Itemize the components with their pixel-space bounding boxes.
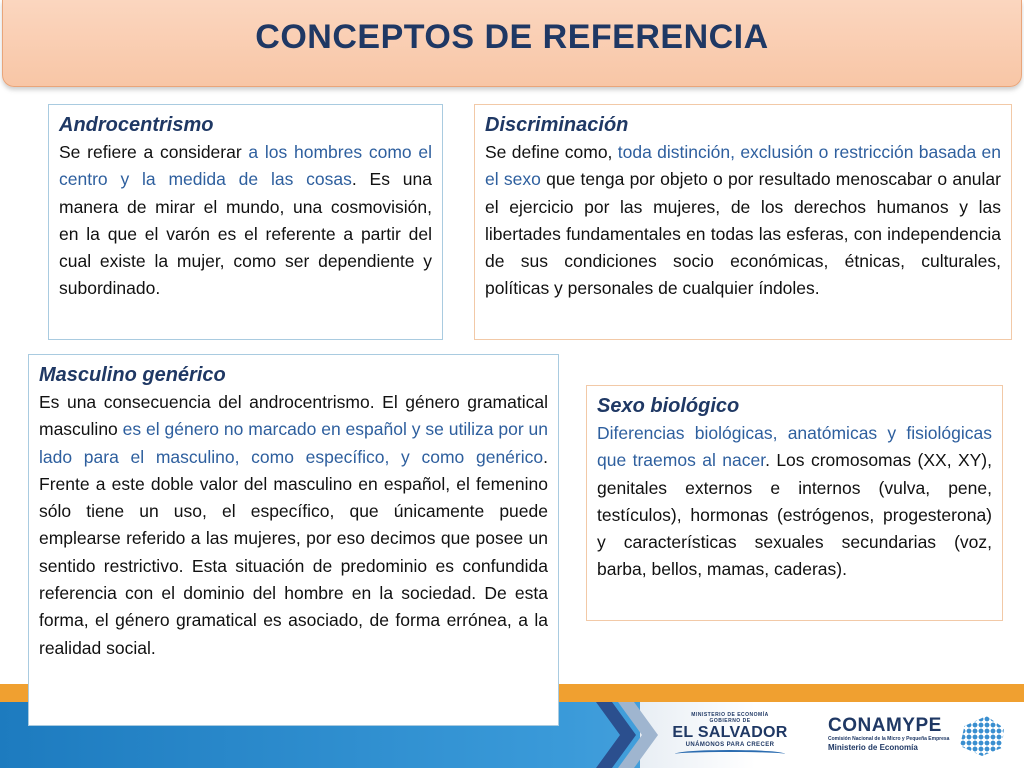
card-discriminacion	[474, 104, 1012, 340]
card-body	[485, 139, 1001, 303]
gobierno-el-salvador-logo	[670, 712, 790, 762]
body-highlight: a los hombres como el centro y la medida de las cosas	[59, 142, 432, 190]
body-rest: . Los cromosomas (XX, XY), genitales externos e internos (vulva, pene, testículos), hormonas (estrógenos, progesterona) y características sexuales secundarias (voz, barba, bellos, mamas, caderas).	[597, 450, 992, 580]
swoosh-icon	[675, 750, 785, 758]
card-body	[59, 139, 432, 303]
card-heading: Masculino genérico	[39, 364, 226, 386]
card-androcentrismo	[48, 104, 443, 340]
card-sexo-biologico	[586, 385, 1003, 621]
logo-gobierno-text: GOBIERNO DE	[709, 718, 751, 724]
logo-ministry-text: MINISTERIO DE ECONOMÍA	[691, 712, 769, 718]
logo-slogan: UNÁMONOS PARA CRECER	[685, 742, 775, 748]
conamype-name: CONAMYPE	[828, 715, 942, 736]
card-heading: Discriminación	[485, 114, 629, 136]
title-banner	[2, 0, 1022, 87]
body-rest: . Frente a este doble valor del masculino en español, el femenino sólo tiene un uso, el específico, que únicamente puede emplearse referido a las mujeres, por eso decimos que posee un sentido restrictivo. Esta situación de predominio es confundida referencia con el dominio del hombre en la sociedad. De esta forma, el género gramatical es asociado, de forma errónea, a la realidad social.	[39, 446, 548, 658]
card-masculino-generico	[28, 354, 559, 726]
conamype-ministry: Ministerio de Economía	[828, 743, 918, 752]
body-lead: Es una consecuencia del androcentrismo. El género gramatical masculino	[39, 392, 548, 440]
card-body	[597, 420, 992, 584]
card-heading: Androcentrismo	[59, 114, 214, 136]
body-highlight: toda distinción, exclusión o restricción basada en el sexo	[485, 142, 1001, 190]
card-heading: Sexo biológico	[597, 395, 740, 417]
body-lead: Se define como,	[485, 142, 618, 162]
page-title: CONCEPTOS DE REFERENCIA	[255, 18, 769, 56]
conamype-subtitle: Comisión Nacional de la Micro y Pequeña Empresa	[828, 736, 950, 742]
body-highlight: es el género no marcado en español y se utiliza por un lado para el masculino, como específico, y como genérico	[39, 419, 548, 467]
body-rest: que tenga por objeto o por resultado menoscabar o anular el ejercicio por las mujeres, de los derechos humanos y las libertades fundamentales en todas las esferas, con independencia de sus condiciones socio económicas, étnicas, culturales, políticas y personales de cualquier índoles.	[485, 169, 1001, 299]
body-highlight: Diferencias biológicas, anatómicas y fisiológicas que traemos al nacer	[597, 423, 992, 471]
body-rest: . Es una manera de mirar el mundo, una cosmovisión, en la que el varón es el referente a partir del cual existe la mujer, como ser dependiente y subordinado.	[59, 169, 432, 299]
logo-country-name: EL SALVADOR	[672, 724, 788, 741]
conamype-logo	[828, 716, 958, 760]
body-lead: Se refiere a considerar	[59, 142, 249, 162]
card-body	[39, 389, 548, 662]
